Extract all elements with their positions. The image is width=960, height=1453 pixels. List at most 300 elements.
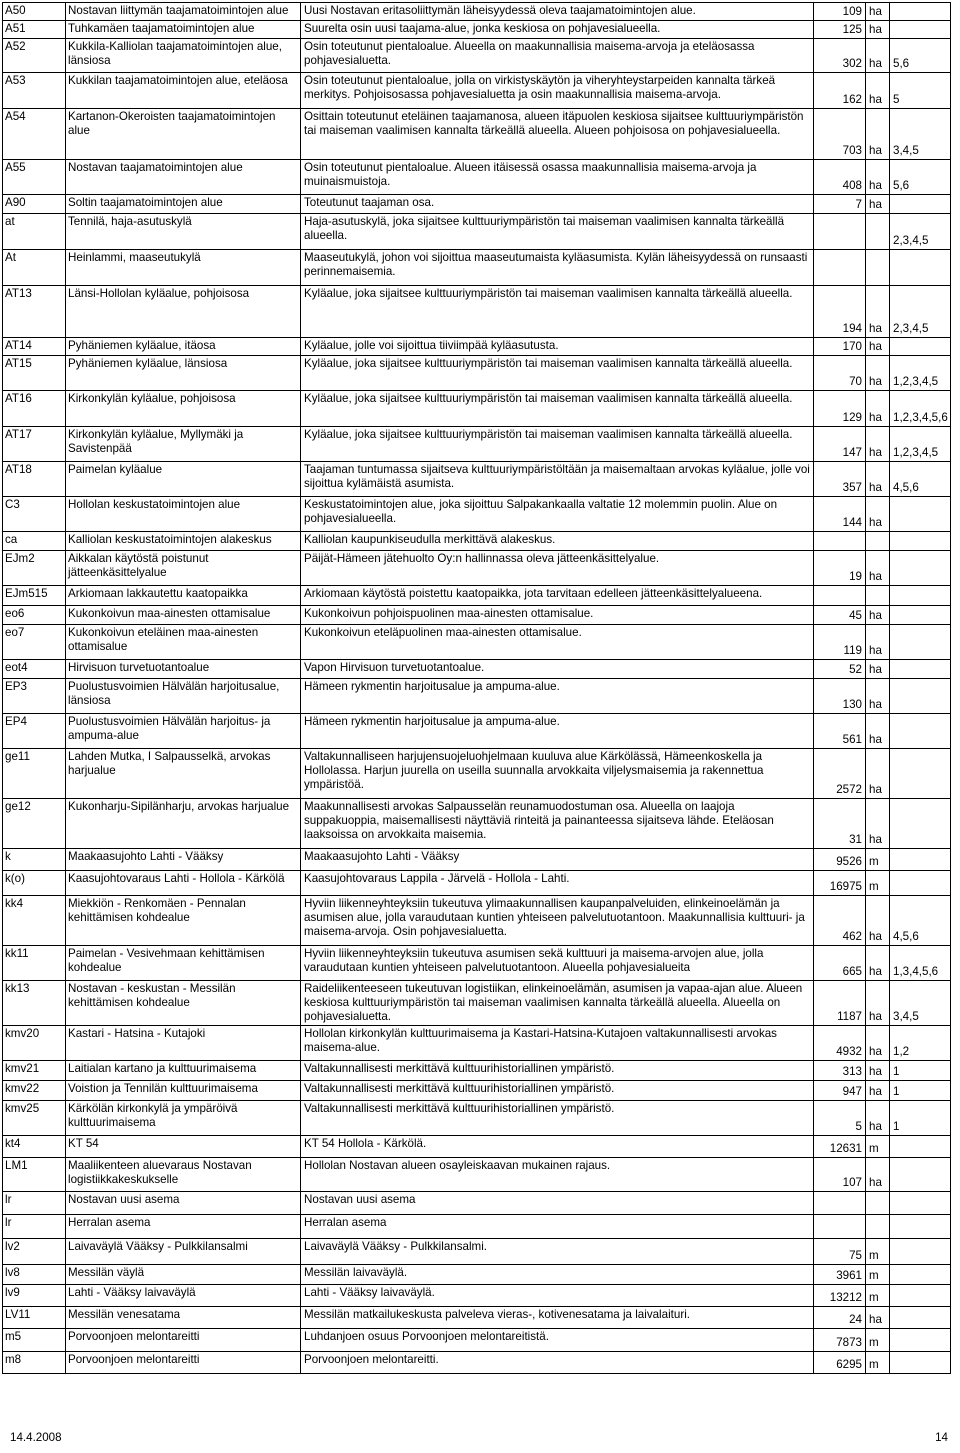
zone-code: kk13 bbox=[3, 981, 66, 1026]
zone-classes: 3,4,5 bbox=[890, 981, 951, 1026]
zone-description: Nostavan uusi asema bbox=[301, 1192, 814, 1215]
zone-name: Nostavan - keskustan - Messilän kehittämisen kohdealue bbox=[66, 981, 301, 1026]
zone-classes bbox=[890, 1192, 951, 1215]
zone-name: Puolustusvoimien Hälvälän harjoitus- ja ampuma-alue bbox=[66, 714, 301, 749]
zone-area: 125 bbox=[814, 21, 866, 39]
zone-unit: m bbox=[866, 1352, 890, 1374]
table-row bbox=[3, 946, 951, 981]
zone-code: eot4 bbox=[3, 660, 66, 679]
zone-unit: ha bbox=[866, 1158, 890, 1192]
table-row bbox=[3, 1239, 951, 1265]
zone-description: Kukonkoivun pohjoispuolinen maa-ainesten ottamisalue. bbox=[301, 606, 814, 625]
zone-description: Maakunnallisesti arvokas Salpausselän reunamuodostuman osa. Alueella on laajoja suppakuoppia, maisemallisesti näyttäviä rinteitä ja painanteessa sijaitseva lähde. Eteläosan laaksoissa on arvokkaita maisemia. bbox=[301, 799, 814, 849]
zone-unit: ha bbox=[866, 462, 890, 497]
zone-unit bbox=[866, 586, 890, 606]
zone-classes bbox=[890, 586, 951, 606]
zone-description: Hyviin liikenneyhteyksiin tukeutuva ylimaakunnallisen kaupanpalveluiden, elinkeinoelämän ja asumisen alue, jolla varaudutaan kuntien yhteiseen palvelutuotantoon. Maakunnallisia kulttuuri- ja maisema-arvoja. Osin pohjavesialuetta. bbox=[301, 896, 814, 946]
zone-code: kmv25 bbox=[3, 1101, 66, 1136]
zone-classes: 1,2,3,4,5 bbox=[890, 427, 951, 462]
zone-code: ge11 bbox=[3, 749, 66, 799]
table-row bbox=[3, 714, 951, 749]
zone-code: ge12 bbox=[3, 799, 66, 849]
zone-code: lv8 bbox=[3, 1265, 66, 1285]
table-row bbox=[3, 3, 951, 21]
table-row bbox=[3, 286, 951, 338]
zone-area: 4932 bbox=[814, 1026, 866, 1061]
zone-name: Länsi-Hollolan kyläalue, pohjoisosa bbox=[66, 286, 301, 338]
zone-classes: 1 bbox=[890, 1101, 951, 1136]
zone-area: 24 bbox=[814, 1307, 866, 1329]
table-row bbox=[3, 1352, 951, 1374]
zone-classes bbox=[890, 21, 951, 39]
zone-classes bbox=[890, 606, 951, 625]
zone-unit: ha bbox=[866, 749, 890, 799]
zone-name: Kukkila-Kalliolan taajamatoimintojen alue, länsiosa bbox=[66, 39, 301, 73]
zone-classes bbox=[890, 1265, 951, 1285]
zone-classes bbox=[890, 714, 951, 749]
zone-area: 665 bbox=[814, 946, 866, 981]
zone-description: Kalliolan kaupunkiseudulla merkittävä alakeskus. bbox=[301, 532, 814, 551]
table-row bbox=[3, 195, 951, 214]
zone-unit: ha bbox=[866, 1081, 890, 1101]
zone-description: Hämeen rykmentin harjoitusalue ja ampuma-alue. bbox=[301, 714, 814, 749]
zone-area: 7 bbox=[814, 195, 866, 214]
zone-unit: ha bbox=[866, 356, 890, 391]
zoning-table bbox=[2, 2, 951, 1374]
zone-unit: m bbox=[866, 849, 890, 871]
zone-unit: m bbox=[866, 1136, 890, 1158]
zone-description: Maakaasujohto Lahti - Vääksy bbox=[301, 849, 814, 871]
zone-unit: ha bbox=[866, 73, 890, 109]
zone-code: AT13 bbox=[3, 286, 66, 338]
zone-classes bbox=[890, 532, 951, 551]
zone-area: 19 bbox=[814, 551, 866, 586]
zone-code: EP3 bbox=[3, 679, 66, 714]
zone-classes bbox=[890, 625, 951, 660]
zone-classes: 3,4,5 bbox=[890, 109, 951, 160]
zone-code: kk4 bbox=[3, 896, 66, 946]
zone-classes bbox=[890, 871, 951, 896]
table-row bbox=[3, 625, 951, 660]
zone-unit: ha bbox=[866, 497, 890, 532]
zone-classes bbox=[890, 250, 951, 286]
zone-description: Kukonkoivun eteläpuolinen maa-ainesten ottamisalue. bbox=[301, 625, 814, 660]
zone-unit: ha bbox=[866, 551, 890, 586]
footer-page-number: 14 bbox=[935, 1431, 948, 1444]
zone-name: Kukonkoivun maa-ainesten ottamisalue bbox=[66, 606, 301, 625]
zone-classes bbox=[890, 1239, 951, 1265]
zone-code: kt4 bbox=[3, 1136, 66, 1158]
zone-unit: ha bbox=[866, 160, 890, 195]
table-row bbox=[3, 660, 951, 679]
zone-name: Herralan asema bbox=[66, 1215, 301, 1239]
zone-area: 408 bbox=[814, 160, 866, 195]
zone-unit: m bbox=[866, 1285, 890, 1307]
zone-area bbox=[814, 250, 866, 286]
table-row bbox=[3, 1329, 951, 1352]
zone-area: 6295 bbox=[814, 1352, 866, 1374]
zone-area: 130 bbox=[814, 679, 866, 714]
zone-classes: 1,2 bbox=[890, 1026, 951, 1061]
zone-classes: 1,3,4,5,6 bbox=[890, 946, 951, 981]
zone-classes bbox=[890, 1352, 951, 1374]
zone-description: Luhdanjoen osuus Porvoonjoen melontareitistä. bbox=[301, 1329, 814, 1352]
table-row bbox=[3, 532, 951, 551]
zone-area: 5 bbox=[814, 1101, 866, 1136]
zone-code: ca bbox=[3, 532, 66, 551]
zone-code: A55 bbox=[3, 160, 66, 195]
zone-unit bbox=[866, 1215, 890, 1239]
zone-unit bbox=[866, 250, 890, 286]
zone-unit: ha bbox=[866, 338, 890, 356]
zone-description: Kyläalue, joka sijaitsee kulttuuriympäristön tai maiseman vaalimisen kannalta tärkeällä alueella. bbox=[301, 356, 814, 391]
zone-area: 561 bbox=[814, 714, 866, 749]
zone-unit bbox=[866, 1192, 890, 1215]
zone-name: Kartanon-Okeroisten taajamatoimintojen alue bbox=[66, 109, 301, 160]
zone-name: Kastari - Hatsina - Kutajoki bbox=[66, 1026, 301, 1061]
table-row bbox=[3, 749, 951, 799]
zone-description: Messilän matkailukeskusta palveleva vieras-, kotivenesatama ja laivalaituri. bbox=[301, 1307, 814, 1329]
zone-classes bbox=[890, 3, 951, 21]
zone-name: Aikkalan käytöstä poistunut jätteenkäsittelyalue bbox=[66, 551, 301, 586]
zone-unit: ha bbox=[866, 195, 890, 214]
zone-description: Osin toteutunut pientaloalue. Alueen itäisessä osassa maakunnallisia maisema-arvoja ja muinaismuistoja. bbox=[301, 160, 814, 195]
table-row bbox=[3, 1158, 951, 1192]
zone-name: Porvoonjoen melontareitti bbox=[66, 1352, 301, 1374]
zone-classes bbox=[890, 849, 951, 871]
zone-name: Soltin taajamatoimintojen alue bbox=[66, 195, 301, 214]
zone-code: lr bbox=[3, 1215, 66, 1239]
zone-area: 70 bbox=[814, 356, 866, 391]
zone-area: 144 bbox=[814, 497, 866, 532]
zone-code: AT17 bbox=[3, 427, 66, 462]
zone-code: A90 bbox=[3, 195, 66, 214]
zone-classes: 1,2,3,4,5,6 bbox=[890, 391, 951, 427]
zone-classes bbox=[890, 497, 951, 532]
zone-description: Vapon Hirvisuon turvetuotantoalue. bbox=[301, 660, 814, 679]
table-row bbox=[3, 462, 951, 497]
zone-classes: 2,3,4,5 bbox=[890, 214, 951, 250]
zone-name: Maakaasujohto Lahti - Vääksy bbox=[66, 849, 301, 871]
zone-name: Heinlammi, maaseutukylä bbox=[66, 250, 301, 286]
zone-classes bbox=[890, 749, 951, 799]
zone-unit: ha bbox=[866, 21, 890, 39]
zone-code: EJm515 bbox=[3, 586, 66, 606]
table-row bbox=[3, 981, 951, 1026]
zone-area: 129 bbox=[814, 391, 866, 427]
zone-name: Arkiomaan lakkautettu kaatopaikka bbox=[66, 586, 301, 606]
zone-area: 147 bbox=[814, 427, 866, 462]
zone-unit: m bbox=[866, 871, 890, 896]
zone-classes: 4,5,6 bbox=[890, 896, 951, 946]
zone-unit: ha bbox=[866, 3, 890, 21]
zone-name: Porvoonjoen melontareitti bbox=[66, 1329, 301, 1352]
zone-classes: 5 bbox=[890, 73, 951, 109]
zone-description: Toteutunut taajaman osa. bbox=[301, 195, 814, 214]
zone-unit: ha bbox=[866, 606, 890, 625]
zone-area: 302 bbox=[814, 39, 866, 73]
zone-unit: ha bbox=[866, 679, 890, 714]
zone-code: k bbox=[3, 849, 66, 871]
zone-name: Nostavan taajamatoimintojen alue bbox=[66, 160, 301, 195]
zone-code: kmv21 bbox=[3, 1061, 66, 1081]
zone-name: Nostavan uusi asema bbox=[66, 1192, 301, 1215]
zone-code: AT14 bbox=[3, 338, 66, 356]
zone-area bbox=[814, 532, 866, 551]
zone-description: Valtakunnallisesti merkittävä kulttuurihistoriallinen ympäristö. bbox=[301, 1061, 814, 1081]
zone-code: lv9 bbox=[3, 1285, 66, 1307]
zone-description: Lahti - Vääksy laivaväylä. bbox=[301, 1285, 814, 1307]
table-row bbox=[3, 1136, 951, 1158]
zone-name: Laivaväylä Vääksy - Pulkkilansalmi bbox=[66, 1239, 301, 1265]
zone-code: AT18 bbox=[3, 462, 66, 497]
zone-classes bbox=[890, 1158, 951, 1192]
zone-name: Tennilä, haja-asutuskylä bbox=[66, 214, 301, 250]
zone-code: EP4 bbox=[3, 714, 66, 749]
zone-description: Kyläalue, joka sijaitsee kulttuuriympäristön tai maiseman vaalimisen kannalta tärkeällä alueella. bbox=[301, 427, 814, 462]
zone-description: Laivaväylä Vääksy - Pulkkilansalmi. bbox=[301, 1239, 814, 1265]
zone-name: Paimelan kyläalue bbox=[66, 462, 301, 497]
zone-name: Kukonharju-Sipilänharju, arvokas harjualue bbox=[66, 799, 301, 849]
zone-name: Maaliikenteen aluevaraus Nostavan logistiikkakeskukselle bbox=[66, 1158, 301, 1192]
zone-description: Osittain toteutunut eteläinen taajamanosa, alueen itäpuolen keskiosa sijaitsee kulttuuriympäristön tai maiseman vaalimisen kannalta tärkeällä alueella. Alueen pohjoisosa on pohjavesialueella. bbox=[301, 109, 814, 160]
zone-code: at bbox=[3, 214, 66, 250]
zone-area: 2572 bbox=[814, 749, 866, 799]
zone-unit: ha bbox=[866, 1307, 890, 1329]
zone-classes: 5,6 bbox=[890, 160, 951, 195]
table-row bbox=[3, 799, 951, 849]
zone-code: eo6 bbox=[3, 606, 66, 625]
zone-code: kmv20 bbox=[3, 1026, 66, 1061]
zone-description: Haja-asutuskylä, joka sijaitsee kulttuuriympäristön tai maiseman vaalimisen kannalta tärkeällä alueella. bbox=[301, 214, 814, 250]
zone-description: Kyläalue, joka sijaitsee kulttuuriympäristön tai maiseman vaalimisen kannalta tärkeällä alueella. bbox=[301, 286, 814, 338]
zone-name: Hollolan keskustatoimintojen alue bbox=[66, 497, 301, 532]
zone-name: Kukkilan taajamatoimintojen alue, eteläosa bbox=[66, 73, 301, 109]
table-row bbox=[3, 586, 951, 606]
zone-code: At bbox=[3, 250, 66, 286]
zone-name: Laitialan kartano ja kulttuurimaisema bbox=[66, 1061, 301, 1081]
zone-classes: 4,5,6 bbox=[890, 462, 951, 497]
zone-name: Kalliolan keskustatoimintojen alakeskus bbox=[66, 532, 301, 551]
zone-area: 9526 bbox=[814, 849, 866, 871]
zone-area: 7873 bbox=[814, 1329, 866, 1352]
zone-unit: ha bbox=[866, 1026, 890, 1061]
zone-classes bbox=[890, 1215, 951, 1239]
zone-area: 119 bbox=[814, 625, 866, 660]
zone-code: A54 bbox=[3, 109, 66, 160]
zone-unit bbox=[866, 532, 890, 551]
zone-description: Valtakunnallisesti merkittävä kulttuurihistoriallinen ympäristö. bbox=[301, 1081, 814, 1101]
zone-classes bbox=[890, 1136, 951, 1158]
table-row bbox=[3, 1081, 951, 1101]
zone-description: Hollolan kirkonkylän kulttuurimaisema ja Kastari-Hatsina-Kutajoen valtakunnallisesti arvokas maisema-alue. bbox=[301, 1026, 814, 1061]
table-row bbox=[3, 497, 951, 532]
zone-name: Miekkiön - Renkomäen - Pennalan kehittämisen kohdealue bbox=[66, 896, 301, 946]
zone-area: 357 bbox=[814, 462, 866, 497]
table-row bbox=[3, 73, 951, 109]
zone-area: 313 bbox=[814, 1061, 866, 1081]
zone-description: Päijät-Hämeen jätehuolto Oy:n hallinnassa oleva jätteenkäsittelyalue. bbox=[301, 551, 814, 586]
zone-unit: ha bbox=[866, 391, 890, 427]
zone-description: Kyläalue, joka sijaitsee kulttuuriympäristön tai maiseman vaalimisen kannalta tärkeällä alueella. bbox=[301, 391, 814, 427]
zone-description: Uusi Nostavan eritasoliittymän läheisyydessä oleva taajamatoimintojen alue. bbox=[301, 3, 814, 21]
zone-name: Lahden Mutka, I Salpausselkä, arvokas harjualue bbox=[66, 749, 301, 799]
table-row bbox=[3, 551, 951, 586]
zone-area: 170 bbox=[814, 338, 866, 356]
zone-unit: ha bbox=[866, 625, 890, 660]
zone-description: KT 54 Hollola - Kärkölä. bbox=[301, 1136, 814, 1158]
zone-classes: 1,2,3,4,5 bbox=[890, 356, 951, 391]
zone-description: Valtakunnallisesti merkittävä kulttuurihistoriallinen ympäristö. bbox=[301, 1101, 814, 1136]
zone-name: Lahti - Vääksy laivaväylä bbox=[66, 1285, 301, 1307]
zone-unit: ha bbox=[866, 427, 890, 462]
zone-code: A53 bbox=[3, 73, 66, 109]
zone-classes: 1 bbox=[890, 1061, 951, 1081]
zone-description: Keskustatoimintojen alue, joka sijoittuu Salpakankaalla valtatie 12 molemmin puolin. Alue on pohjavesialueella. bbox=[301, 497, 814, 532]
table-row bbox=[3, 21, 951, 39]
table-row bbox=[3, 1215, 951, 1239]
table-row bbox=[3, 1285, 951, 1307]
zone-name: Kärkölän kirkonkylä ja ympäröivä kulttuurimaisema bbox=[66, 1101, 301, 1136]
zone-description: Porvoonjoen melontareitti. bbox=[301, 1352, 814, 1374]
zone-name: Kirkonkylän kyläalue, pohjoisosa bbox=[66, 391, 301, 427]
zone-description: Taajaman tuntumassa sijaitseva kulttuuriympäristöltään ja maisemaltaan arvokas kyläalue, jolle voi sijoittua kylämäistä asumista. bbox=[301, 462, 814, 497]
zone-classes bbox=[890, 1307, 951, 1329]
zone-code: A51 bbox=[3, 21, 66, 39]
zone-classes bbox=[890, 1285, 951, 1307]
zone-description: Suurelta osin uusi taajama-alue, jonka keskiosa on pohjavesialueella. bbox=[301, 21, 814, 39]
zone-area: 109 bbox=[814, 3, 866, 21]
zone-name: Paimelan - Vesivehmaan kehittämisen kohdealue bbox=[66, 946, 301, 981]
zone-unit: ha bbox=[866, 660, 890, 679]
zone-code: m8 bbox=[3, 1352, 66, 1374]
zone-area: 52 bbox=[814, 660, 866, 679]
table-row bbox=[3, 679, 951, 714]
zone-classes bbox=[890, 195, 951, 214]
zone-classes bbox=[890, 1329, 951, 1352]
table-row bbox=[3, 39, 951, 73]
table-row bbox=[3, 427, 951, 462]
zone-name: Hirvisuon turvetuotantoalue bbox=[66, 660, 301, 679]
zone-description: Messilän laivaväylä. bbox=[301, 1265, 814, 1285]
zone-area bbox=[814, 1215, 866, 1239]
zone-unit: ha bbox=[866, 39, 890, 73]
zone-name: Nostavan liittymän taajamatoimintojen alue bbox=[66, 3, 301, 21]
table-row bbox=[3, 1026, 951, 1061]
table-row bbox=[3, 1192, 951, 1215]
zone-name: KT 54 bbox=[66, 1136, 301, 1158]
zone-description: Hollolan Nostavan alueen osayleiskaavan mukainen rajaus. bbox=[301, 1158, 814, 1192]
zone-classes: 1 bbox=[890, 1081, 951, 1101]
zone-code: EJm2 bbox=[3, 551, 66, 586]
zone-code: lv2 bbox=[3, 1239, 66, 1265]
zone-code: A52 bbox=[3, 39, 66, 73]
zone-description: Maaseutukylä, johon voi sijoittua maaseutumaista kyläasumista. Kylän läheisyydessä on runsaasti perinnemaisemia. bbox=[301, 250, 814, 286]
zone-area: 703 bbox=[814, 109, 866, 160]
zone-name: Kaasujohtovaraus Lahti - Hollola - Kärkölä bbox=[66, 871, 301, 896]
zone-area: 107 bbox=[814, 1158, 866, 1192]
zone-classes bbox=[890, 338, 951, 356]
zone-unit: m bbox=[866, 1329, 890, 1352]
zone-area: 3961 bbox=[814, 1265, 866, 1285]
zone-code: AT16 bbox=[3, 391, 66, 427]
zone-name: Messilän venesatama bbox=[66, 1307, 301, 1329]
zone-name: Puolustusvoimien Hälvälän harjoitusalue, länsiosa bbox=[66, 679, 301, 714]
zone-area: 162 bbox=[814, 73, 866, 109]
table-row bbox=[3, 606, 951, 625]
zone-name: Pyhäniemen kyläalue, itäosa bbox=[66, 338, 301, 356]
zone-area bbox=[814, 214, 866, 250]
zone-description: Osin toteutunut pientaloalue. Alueella on maakunnallisia maisema-arvoja ja eteläosassa pohjavesialuetta. bbox=[301, 39, 814, 73]
zone-unit: ha bbox=[866, 799, 890, 849]
zone-classes bbox=[890, 799, 951, 849]
table-row bbox=[3, 1307, 951, 1329]
zone-area: 12631 bbox=[814, 1136, 866, 1158]
zone-unit: ha bbox=[866, 981, 890, 1026]
zone-code: k(o) bbox=[3, 871, 66, 896]
table-row bbox=[3, 896, 951, 946]
table-row bbox=[3, 160, 951, 195]
table-row bbox=[3, 871, 951, 896]
zone-name: Kirkonkylän kyläalue, Myllymäki ja Savistenpää bbox=[66, 427, 301, 462]
table-row bbox=[3, 849, 951, 871]
zone-area: 947 bbox=[814, 1081, 866, 1101]
zone-code: kmv22 bbox=[3, 1081, 66, 1101]
zone-classes: 5,6 bbox=[890, 39, 951, 73]
zone-code: m5 bbox=[3, 1329, 66, 1352]
zone-code: LM1 bbox=[3, 1158, 66, 1192]
zone-name: Tuhkamäen taajamatoimintojen alue bbox=[66, 21, 301, 39]
zone-unit: ha bbox=[866, 714, 890, 749]
zone-code: A50 bbox=[3, 3, 66, 21]
zone-area: 31 bbox=[814, 799, 866, 849]
zone-area bbox=[814, 586, 866, 606]
zone-area: 75 bbox=[814, 1239, 866, 1265]
zone-code: C3 bbox=[3, 497, 66, 532]
zone-description: Arkiomaan käytöstä poistettu kaatopaikka, jota tarvitaan edelleen jätteenkäsittelyalueena. bbox=[301, 586, 814, 606]
zone-description: Hämeen rykmentin harjoitusalue ja ampuma-alue. bbox=[301, 679, 814, 714]
zone-description: Kyläalue, jolle voi sijoittua tiiviimpää kyläasutusta. bbox=[301, 338, 814, 356]
table-row bbox=[3, 109, 951, 160]
zone-description: Herralan asema bbox=[301, 1215, 814, 1239]
zone-unit: m bbox=[866, 1239, 890, 1265]
zone-unit: m bbox=[866, 1265, 890, 1285]
table-row bbox=[3, 214, 951, 250]
zone-description: Valtakunnalliseen harjujensuojeluohjelmaan kuuluva alue Kärkölässä, Hämeenkoskella ja Hollolassa. Harjun juurella on useilla suunnalla arvokkaita viljelysmaisemia ja rakennettua ympäristöä. bbox=[301, 749, 814, 799]
zone-area: 16975 bbox=[814, 871, 866, 896]
zone-unit: ha bbox=[866, 109, 890, 160]
zone-description: Hyviin liikenneyhteyksiin tukeutuva asumisen sekä kulttuuri ja maisema-arvojen alue, jolla varaudutaan kuntien yhteiseen palvelutuotantoon. Alueella pohjavesialueita bbox=[301, 946, 814, 981]
zone-description: Kaasujohtovaraus Lappila - Järvelä - Hollola - Lahti. bbox=[301, 871, 814, 896]
zone-code: LV11 bbox=[3, 1307, 66, 1329]
table-row bbox=[3, 1101, 951, 1136]
table-row bbox=[3, 250, 951, 286]
zone-classes bbox=[890, 551, 951, 586]
table-row bbox=[3, 1061, 951, 1081]
table-row bbox=[3, 338, 951, 356]
zone-code: eo7 bbox=[3, 625, 66, 660]
footer-date: 14.4.2008 bbox=[10, 1431, 62, 1444]
table-row bbox=[3, 1265, 951, 1285]
zone-area bbox=[814, 1192, 866, 1215]
zone-classes bbox=[890, 679, 951, 714]
zone-code: AT15 bbox=[3, 356, 66, 391]
zone-area: 194 bbox=[814, 286, 866, 338]
zone-area: 45 bbox=[814, 606, 866, 625]
zone-name: Messilän väylä bbox=[66, 1265, 301, 1285]
zone-classes: 2,3,4,5 bbox=[890, 286, 951, 338]
table-row bbox=[3, 356, 951, 391]
